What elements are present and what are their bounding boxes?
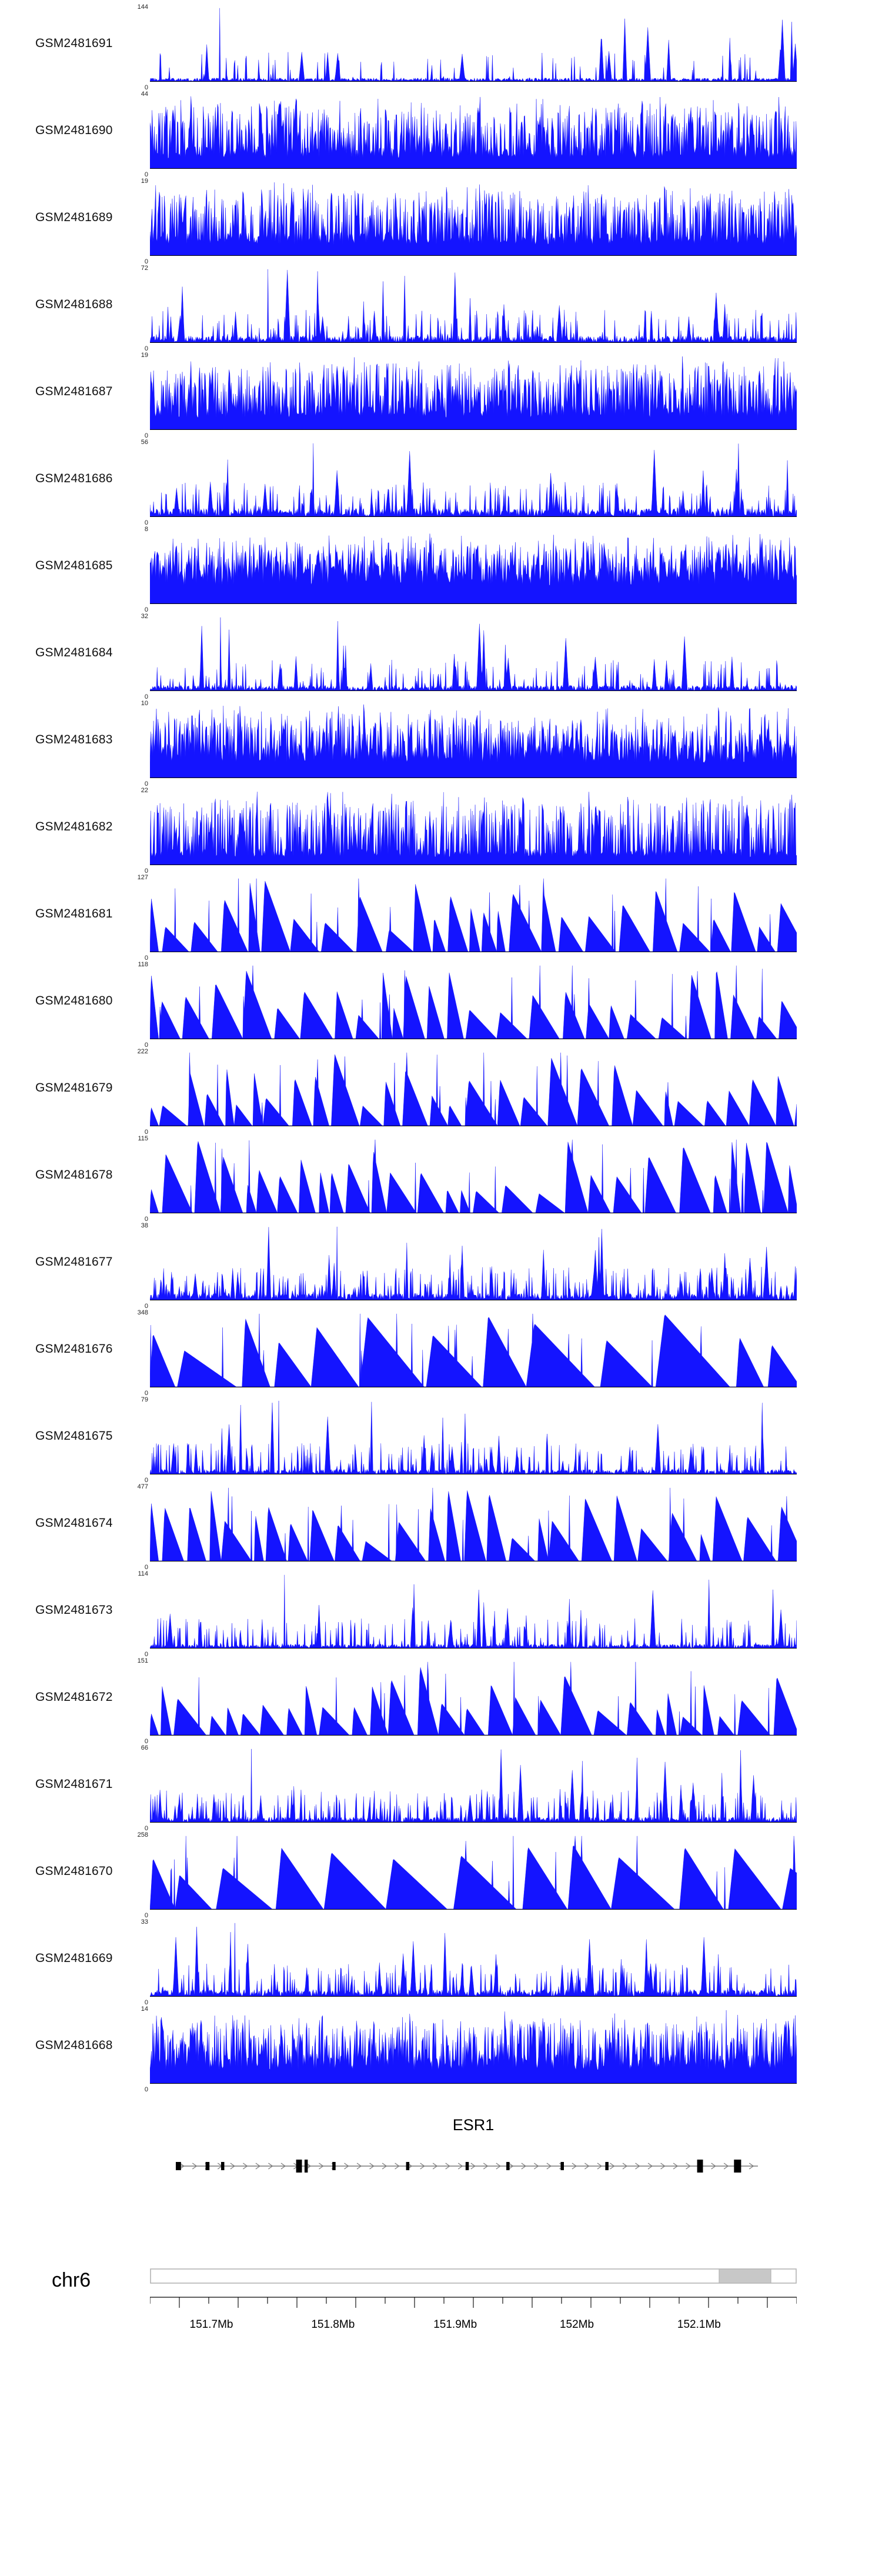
track-plot-area	[150, 1834, 797, 1910]
track-plot-area	[150, 354, 797, 430]
coverage-track	[0, 1654, 882, 1745]
track-sample-label: GSM2481689	[35, 211, 113, 224]
axis-tick-label: 151.7Mb	[189, 2318, 233, 2331]
track-plot-area	[150, 789, 797, 865]
track-axis-max: 8	[144, 526, 148, 533]
coverage-track	[0, 1915, 882, 2006]
track-plot-area	[150, 1660, 797, 1736]
track-axis-min: 0	[144, 1564, 148, 1571]
track-axis-max: 115	[138, 1135, 148, 1142]
track-sample-label: GSM2481673	[35, 1603, 113, 1617]
track-plot-area	[150, 1050, 797, 1126]
track-axis-max: 79	[141, 1396, 148, 1403]
track-sample-label: GSM2481686	[35, 472, 113, 485]
track-axis-min: 0	[144, 1651, 148, 1658]
track-plot-area	[150, 1921, 797, 1997]
track-axis-min: 0	[144, 519, 148, 526]
coverage-track	[0, 1132, 882, 1223]
coverage-track	[0, 522, 882, 613]
track-plot-area	[150, 1137, 797, 1213]
coverage-track	[0, 1219, 882, 1310]
track-plot-area	[150, 615, 797, 691]
track-plot-area	[150, 1747, 797, 1823]
track-plot-area	[150, 1399, 797, 1474]
track-sample-label: GSM2481672	[35, 1690, 113, 1704]
track-axis-min: 0	[144, 1042, 148, 1049]
coverage-track	[0, 696, 882, 788]
coverage-track	[0, 87, 882, 178]
track-axis-max: 38	[141, 1222, 148, 1229]
coverage-track	[0, 435, 882, 526]
track-plot-area	[150, 6, 797, 82]
gene-model-panel	[0, 2105, 882, 2229]
coverage-track	[0, 1306, 882, 1397]
axis-tick-label: 152.1Mb	[677, 2318, 721, 2331]
track-plot-area	[150, 1312, 797, 1387]
track-plot-area	[150, 963, 797, 1039]
track-sample-label: GSM2481685	[35, 559, 113, 572]
track-axis-min: 0	[144, 1912, 148, 1919]
track-plot-area	[150, 267, 797, 343]
track-axis-min: 0	[144, 1999, 148, 2006]
coverage-track	[0, 1393, 882, 1484]
chromosome-panel	[0, 2253, 882, 2405]
track-axis-max: 118	[138, 961, 148, 968]
coverage-track	[0, 783, 882, 875]
track-sample-label: GSM2481679	[35, 1081, 113, 1095]
coverage-track	[0, 174, 882, 265]
track-plot-area	[150, 702, 797, 778]
track-sample-label: GSM2481684	[35, 646, 113, 659]
track-sample-label: GSM2481690	[35, 124, 113, 137]
coverage-track	[0, 609, 882, 700]
coverage-track	[0, 1828, 882, 1919]
track-sample-label: GSM2481675	[35, 1429, 113, 1443]
chromosome-ideogram	[150, 2263, 797, 2294]
track-axis-max: 22	[141, 787, 148, 794]
track-axis-max: 348	[137, 1309, 148, 1316]
coverage-track	[0, 870, 882, 962]
coverage-track	[0, 1045, 882, 1136]
track-axis-min: 0	[144, 1825, 148, 1832]
coverage-track	[0, 1741, 882, 1832]
track-axis-max: 32	[141, 613, 148, 620]
track-sample-label: GSM2481674	[35, 1516, 113, 1530]
track-sample-label: GSM2481669	[35, 1951, 113, 1965]
track-axis-max: 33	[141, 1918, 148, 1926]
track-axis-max: 127	[137, 874, 148, 881]
track-axis-max: 114	[138, 1570, 148, 1577]
track-axis-min: 0	[144, 84, 148, 91]
track-axis-max: 10	[141, 700, 148, 707]
track-axis-max: 14	[141, 2006, 148, 2013]
track-sample-label: GSM2481691	[35, 36, 113, 50]
track-axis-max: 19	[141, 352, 148, 359]
coverage-track	[0, 2002, 882, 2093]
track-axis-min: 0	[144, 867, 148, 875]
track-axis-max: 44	[141, 91, 148, 98]
track-axis-max: 72	[141, 265, 148, 272]
track-plot-area	[150, 528, 797, 604]
track-axis-min: 0	[144, 693, 148, 700]
track-axis-min: 0	[144, 955, 148, 962]
track-axis-max: 258	[137, 1831, 148, 1838]
track-plot-area	[150, 1573, 797, 1649]
track-axis-min: 0	[144, 2086, 148, 2093]
coverage-track	[0, 348, 882, 439]
coverage-track	[0, 1567, 882, 1658]
axis-tick-label: 152Mb	[559, 2318, 594, 2331]
track-axis-min: 0	[144, 780, 148, 788]
chromosome-label: chr6	[52, 2269, 91, 2291]
track-axis-min: 0	[144, 1477, 148, 1484]
track-sample-label: GSM2481668	[35, 2038, 113, 2052]
track-sample-label: GSM2481681	[35, 907, 113, 920]
track-plot-area	[150, 180, 797, 256]
track-axis-min: 0	[144, 1303, 148, 1310]
track-sample-label: GSM2481676	[35, 1342, 113, 1356]
genomic-axis	[150, 2296, 797, 2316]
gene-name-label: ESR1	[452, 2116, 495, 2134]
track-axis-max: 56	[141, 439, 148, 446]
track-axis-max: 477	[137, 1483, 148, 1490]
track-axis-max: 19	[141, 178, 148, 185]
track-sample-label: GSM2481687	[35, 385, 113, 398]
track-sample-label: GSM2481680	[35, 994, 113, 1007]
axis-tick-label: 151.9Mb	[433, 2318, 477, 2331]
gene-model-svg	[150, 2140, 797, 2193]
axis-tick-label: 151.8Mb	[311, 2318, 355, 2331]
track-plot-area	[150, 93, 797, 169]
track-axis-max: 222	[137, 1048, 148, 1055]
track-axis-min: 0	[144, 1738, 148, 1745]
track-axis-min: 0	[144, 171, 148, 178]
track-plot-area	[150, 2008, 797, 2084]
track-axis-max: 66	[141, 1744, 148, 1751]
track-sample-label: GSM2481677	[35, 1255, 113, 1269]
track-sample-label: GSM2481688	[35, 298, 113, 311]
track-axis-min: 0	[144, 1216, 148, 1223]
coverage-track	[0, 1480, 882, 1571]
track-axis-min: 0	[144, 345, 148, 352]
track-sample-label: GSM2481683	[35, 733, 113, 746]
coverage-track	[0, 0, 882, 91]
track-axis-max: 151	[137, 1657, 148, 1664]
track-plot-area	[150, 1224, 797, 1300]
track-sample-label: GSM2481670	[35, 1864, 113, 1878]
track-plot-area	[150, 441, 797, 517]
coverage-track	[0, 957, 882, 1049]
track-axis-min: 0	[144, 606, 148, 613]
track-axis-min: 0	[144, 1129, 148, 1136]
track-axis-min: 0	[144, 432, 148, 439]
track-plot-area	[150, 876, 797, 952]
track-axis-min: 0	[144, 258, 148, 265]
coverage-track	[0, 261, 882, 352]
track-plot-area	[150, 1486, 797, 1561]
track-axis-max: 144	[137, 4, 148, 11]
track-sample-label: GSM2481682	[35, 820, 113, 833]
track-sample-label: GSM2481678	[35, 1168, 113, 1182]
track-axis-min: 0	[144, 1390, 148, 1397]
track-sample-label: GSM2481671	[35, 1777, 113, 1791]
